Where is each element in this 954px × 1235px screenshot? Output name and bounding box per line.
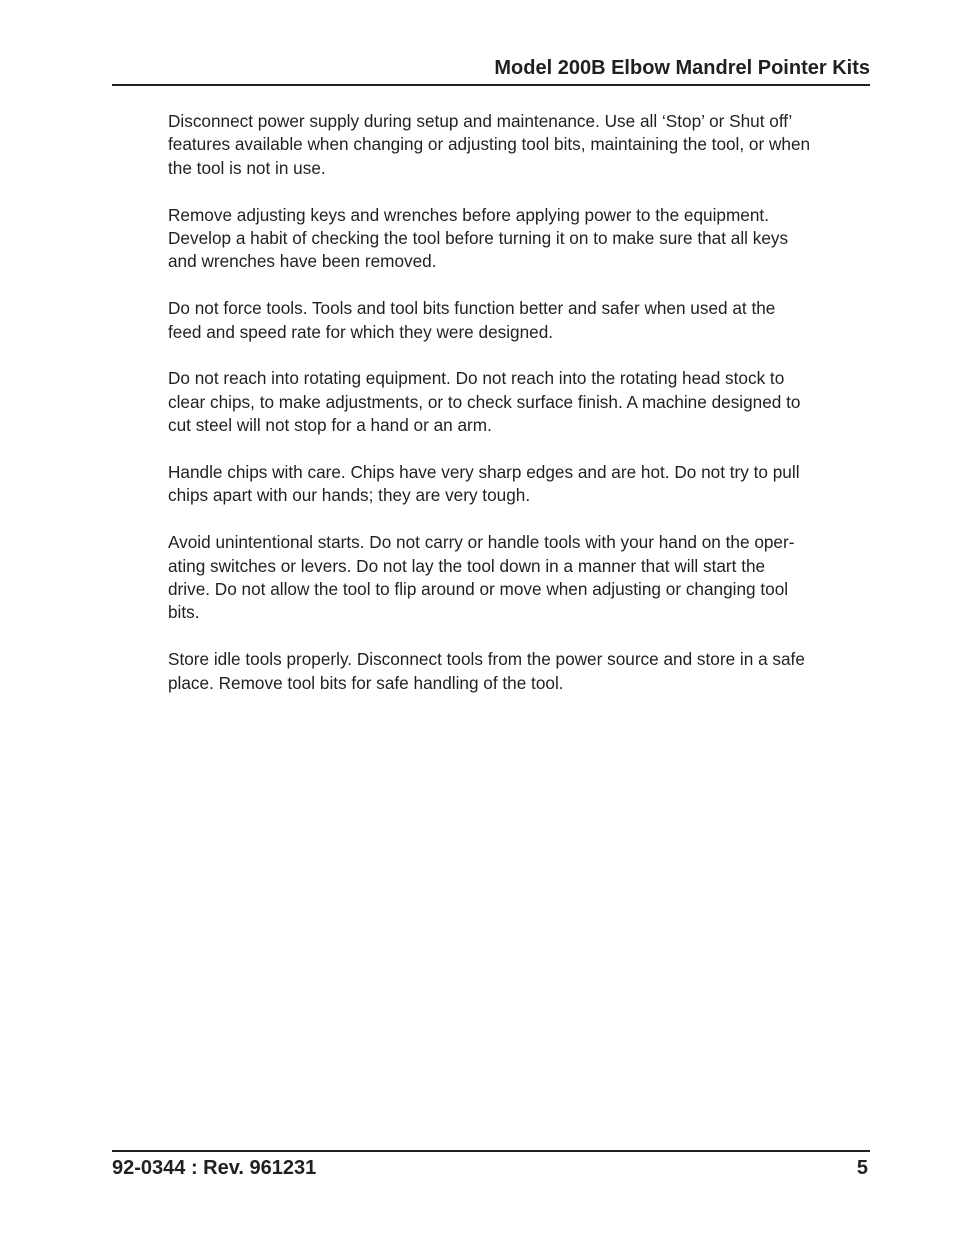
paragraph-remove-keys [168, 204, 872, 274]
text-line: Develop a habit of checking the tool before turning it on to make sure that all keys [168, 228, 789, 249]
footer-page-number: 5 [856, 1157, 868, 1179]
text-line: Do not reach into rotating equipment. Do not reach into the rotating head stock to [168, 368, 785, 389]
paragraph-do-not-force [168, 297, 872, 344]
paragraph-unintentional-starts [168, 531, 872, 625]
text-line: bits. [168, 602, 200, 623]
text-line: ating switches or levers. Do not lay the tool down in a manner that will start the [168, 555, 766, 576]
text-line: Handle chips with care. Chips have very sharp edges and are hot. Do not try to pull [168, 462, 800, 483]
text-line: feed and speed rate for which they were designed. [168, 321, 554, 342]
page-header-title: Model 200B Elbow Mandrel Pointer Kits [494, 57, 870, 79]
text-line: drive. Do not allow the tool to flip around or move when adjusting or changing tool [168, 579, 789, 600]
text-line: Remove adjusting keys and wrenches before applying power to the equipment. [168, 204, 769, 225]
text-line: the tool is not in use. [168, 157, 326, 178]
text-line: Store idle tools properly. Disconnect tools from the power source and store in a safe [168, 649, 805, 670]
text-line: chips apart with our hands; they are very tough. [168, 485, 531, 506]
text-line: Do not force tools. Tools and tool bits function better and safer when used at the [168, 298, 776, 319]
text-line: Disconnect power supply during setup and maintenance. Use all ‘Stop’ or Shut off’ [168, 111, 793, 131]
paragraph-rotating-equipment [168, 367, 872, 437]
paragraph-disconnect-power [168, 110, 872, 180]
header-rule [112, 84, 870, 86]
text-line: and wrenches have been removed. [168, 251, 437, 272]
text-line: Avoid unintentional starts. Do not carry or handle tools with your hand on the oper- [168, 532, 795, 553]
paragraph-store-idle-tools [168, 648, 872, 695]
paragraph-handle-chips [168, 461, 872, 508]
text-line: clear chips, to make adjustments, or to check surface finish. A machine designed to [168, 391, 801, 412]
footer-doc-number: 92-0344 : Rev. 961231 [112, 1157, 317, 1179]
footer-rule [112, 1150, 870, 1152]
text-line: cut steel will not stop for a hand or an arm. [168, 415, 492, 436]
text-line: place. Remove tool bits for safe handling of the tool. [168, 672, 564, 693]
body-text [168, 110, 872, 718]
text-line: features available when changing or adjusting tool bits, maintaining the tool, or when [168, 134, 811, 155]
